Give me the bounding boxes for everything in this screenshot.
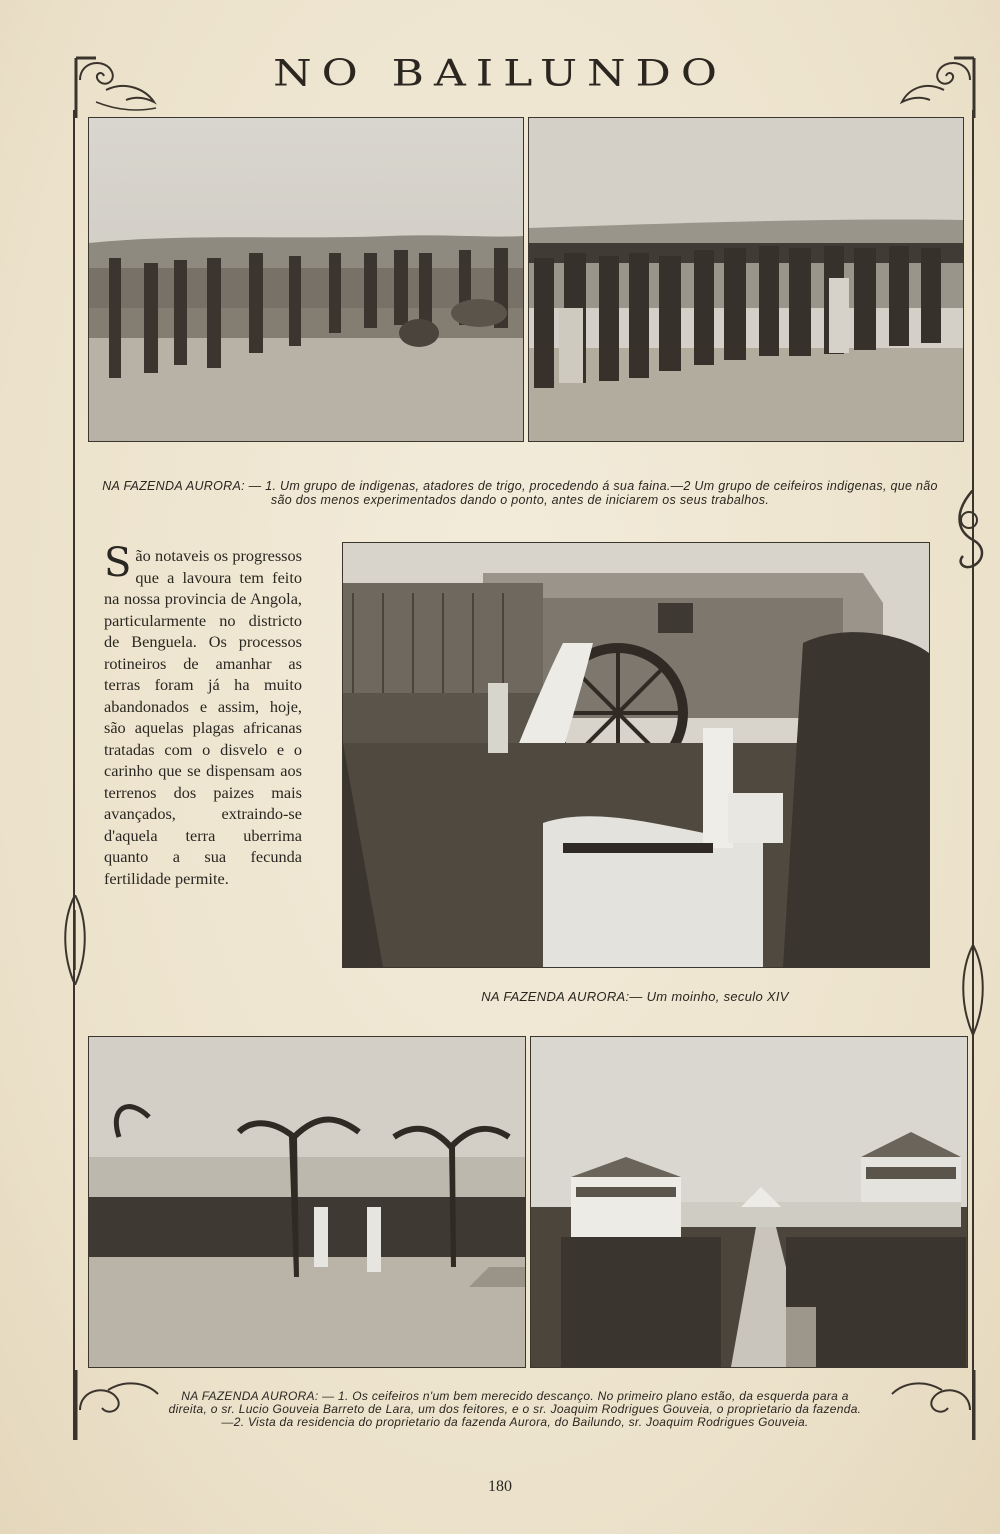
caption-top: NA FAZENDA AURORA: — 1. Um grupo de indigenas, atadores de trigo, procedendo á sua faina.—2 Um grupo de ceifeiros indigenas, que não são dos menos experimentados dando o ponto, antes de iniciarem os seus trabalhos.: [102, 479, 938, 507]
left-leaf-ornament: [62, 895, 88, 985]
photo-wheat-binders: [88, 117, 524, 442]
dropcap: S: [104, 540, 132, 586]
right-border-rule: [972, 110, 974, 1440]
bottom-right-ornament: [890, 1370, 985, 1450]
article-text: ão notaveis os progressos que a lavoura tem feito na nossa provincia de Angola, particularmente no districto de Benguela. Os processos rotineiros de amanhar as terras foram já ha muito abandonados e assim, hoje, são aquelas plagas africanas tratadas com o disvelo e o carinho que se dispensam aos terrenos dos paizes mais avançados, extraindo-se d'aquela terra uberrima quanto a sua fecunda fertilidade permite.: [104, 546, 302, 888]
right-leaf-ornament: [960, 945, 986, 1035]
right-scroll-ornament: [945, 490, 990, 590]
photo-reapers-resting: [88, 1036, 526, 1368]
article-body: [104, 540, 302, 889]
photo-reapers: [528, 117, 964, 442]
page-title: NO BAILUNDO: [273, 52, 727, 95]
photo-owner-residence: [530, 1036, 968, 1368]
bottom-left-ornament: [68, 1370, 163, 1450]
page-number: 180: [488, 1478, 512, 1495]
caption-bottom: NA FAZENDA AURORA: — 1. Os ceifeiros n'um bem merecido descanço. No primeiro plano estão, da esquerda para a direita, o sr. Lucio Gouveia Barreto de Lara, um dos feitores, e o sr. Joaquim Rodrigues Gouveia, o proprietario da fazenda.—2. Vista da residencia do proprietario da fazenda Aurora, do Bailundo, sr. Joaquim Rodrigues Gouveia.: [168, 1389, 862, 1429]
caption-middle: NA FAZENDA AURORA:— Um moinho, seculo XIV: [481, 989, 789, 1004]
photo-water-mill: [342, 542, 930, 968]
left-border-rule: [73, 110, 75, 1440]
